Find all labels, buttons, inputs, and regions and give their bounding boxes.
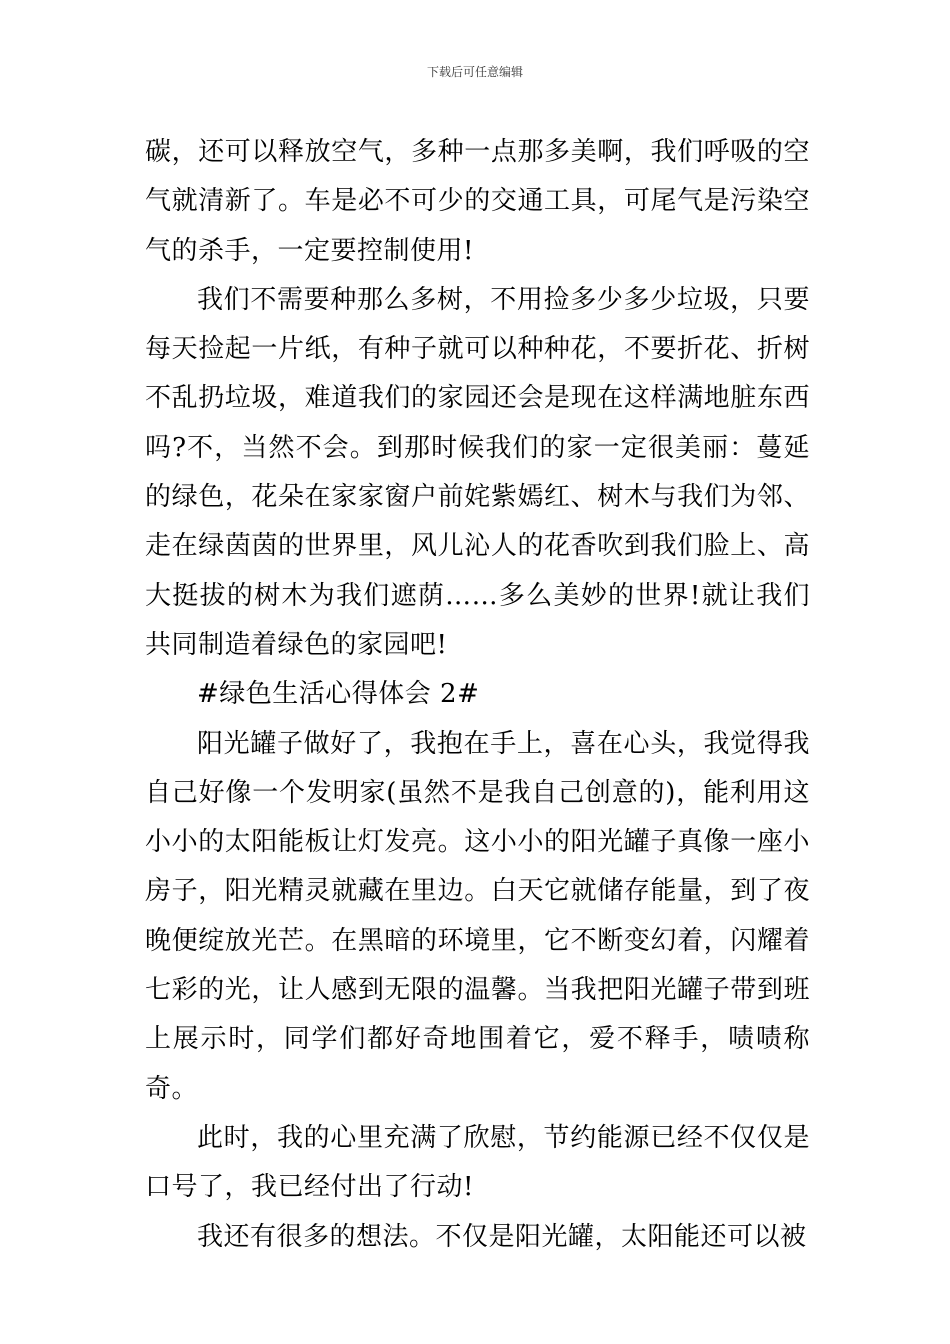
text-line: 气就清新了。车是必不可少的交通工具，可尾气是污染空 [145, 186, 810, 217]
text-line: 我还有很多的想法。不仅是阳光罐，太阳能还可以被 [197, 1221, 807, 1252]
text-line: 气的杀手，一定要控制使用! [145, 235, 474, 266]
paragraph [145, 1213, 810, 1262]
page-header [0, 64, 950, 80]
header-text: 下载后可任意编辑 [426, 65, 523, 79]
text-line: 挺拔的树木为我们遮荫……多么美妙的世界!就让我们共同 [145, 580, 810, 660]
text-line: 每天捡起一片纸，有种子就可以种种花，不要折花、折树 [145, 334, 810, 365]
text-line: 房子，阳光精灵就藏在里边。白天它就储存能量，到了夜 [145, 876, 810, 907]
paragraph [145, 670, 810, 719]
paragraph [145, 128, 810, 276]
text-line: 碳，还可以释放空气，多种一点那多美啊，我们呼吸的空 [145, 137, 810, 167]
text-line: 制造着绿色的家园吧! [198, 629, 448, 660]
text-line: 晚便绽放光芒。在黑暗的环境里，它不断变幻着，闪耀着 [145, 925, 810, 956]
paragraph [145, 276, 810, 670]
text-line: 阳光罐子做好了，我抱在手上，喜在心头，我觉得我 [197, 728, 810, 759]
text-line: 绿色，花朵在家家窗户前姹紫嫣红、树木与我们为邻、走 [145, 482, 810, 562]
text-line: 七彩的光，让人感到无限的温馨。当我把阳光罐子带到班 [145, 975, 810, 1006]
document-body [145, 128, 810, 1262]
text-line: 小小的太阳能板让灯发亮。这小小的阳光罐子真像一座小 [145, 827, 810, 858]
text-line: 此时，我的心里充满了欣慰，节约能源已经不仅仅是 [197, 1122, 810, 1153]
text-line: 自己好像一个发明家(虽然不是我自己创意的)，能利用这 [145, 777, 810, 808]
text-line: 口号了，我已经付出了行动! [145, 1172, 474, 1203]
text-line: #绿色生活心得体会 2# [197, 679, 480, 710]
paragraph [145, 720, 810, 1114]
text-line: 不乱扔垃圾，难道我们的家园还会是现在这样满地脏东西 [145, 383, 810, 414]
text-line: 吗?不，当然不会。到那时候我们的家一定很美丽：蔓延的 [145, 432, 810, 513]
paragraph [145, 1114, 810, 1213]
text-line: 在绿茵茵的世界里，风儿沁人的花香吹到我们脸上、高大 [145, 531, 810, 611]
text-line: 上展示时，同学们都好奇地围着它，爱不释手，啧啧称奇。 [145, 1024, 810, 1104]
text-line: 我们不需要种那么多树，不用捡多少多少垃圾，只要 [197, 284, 810, 315]
